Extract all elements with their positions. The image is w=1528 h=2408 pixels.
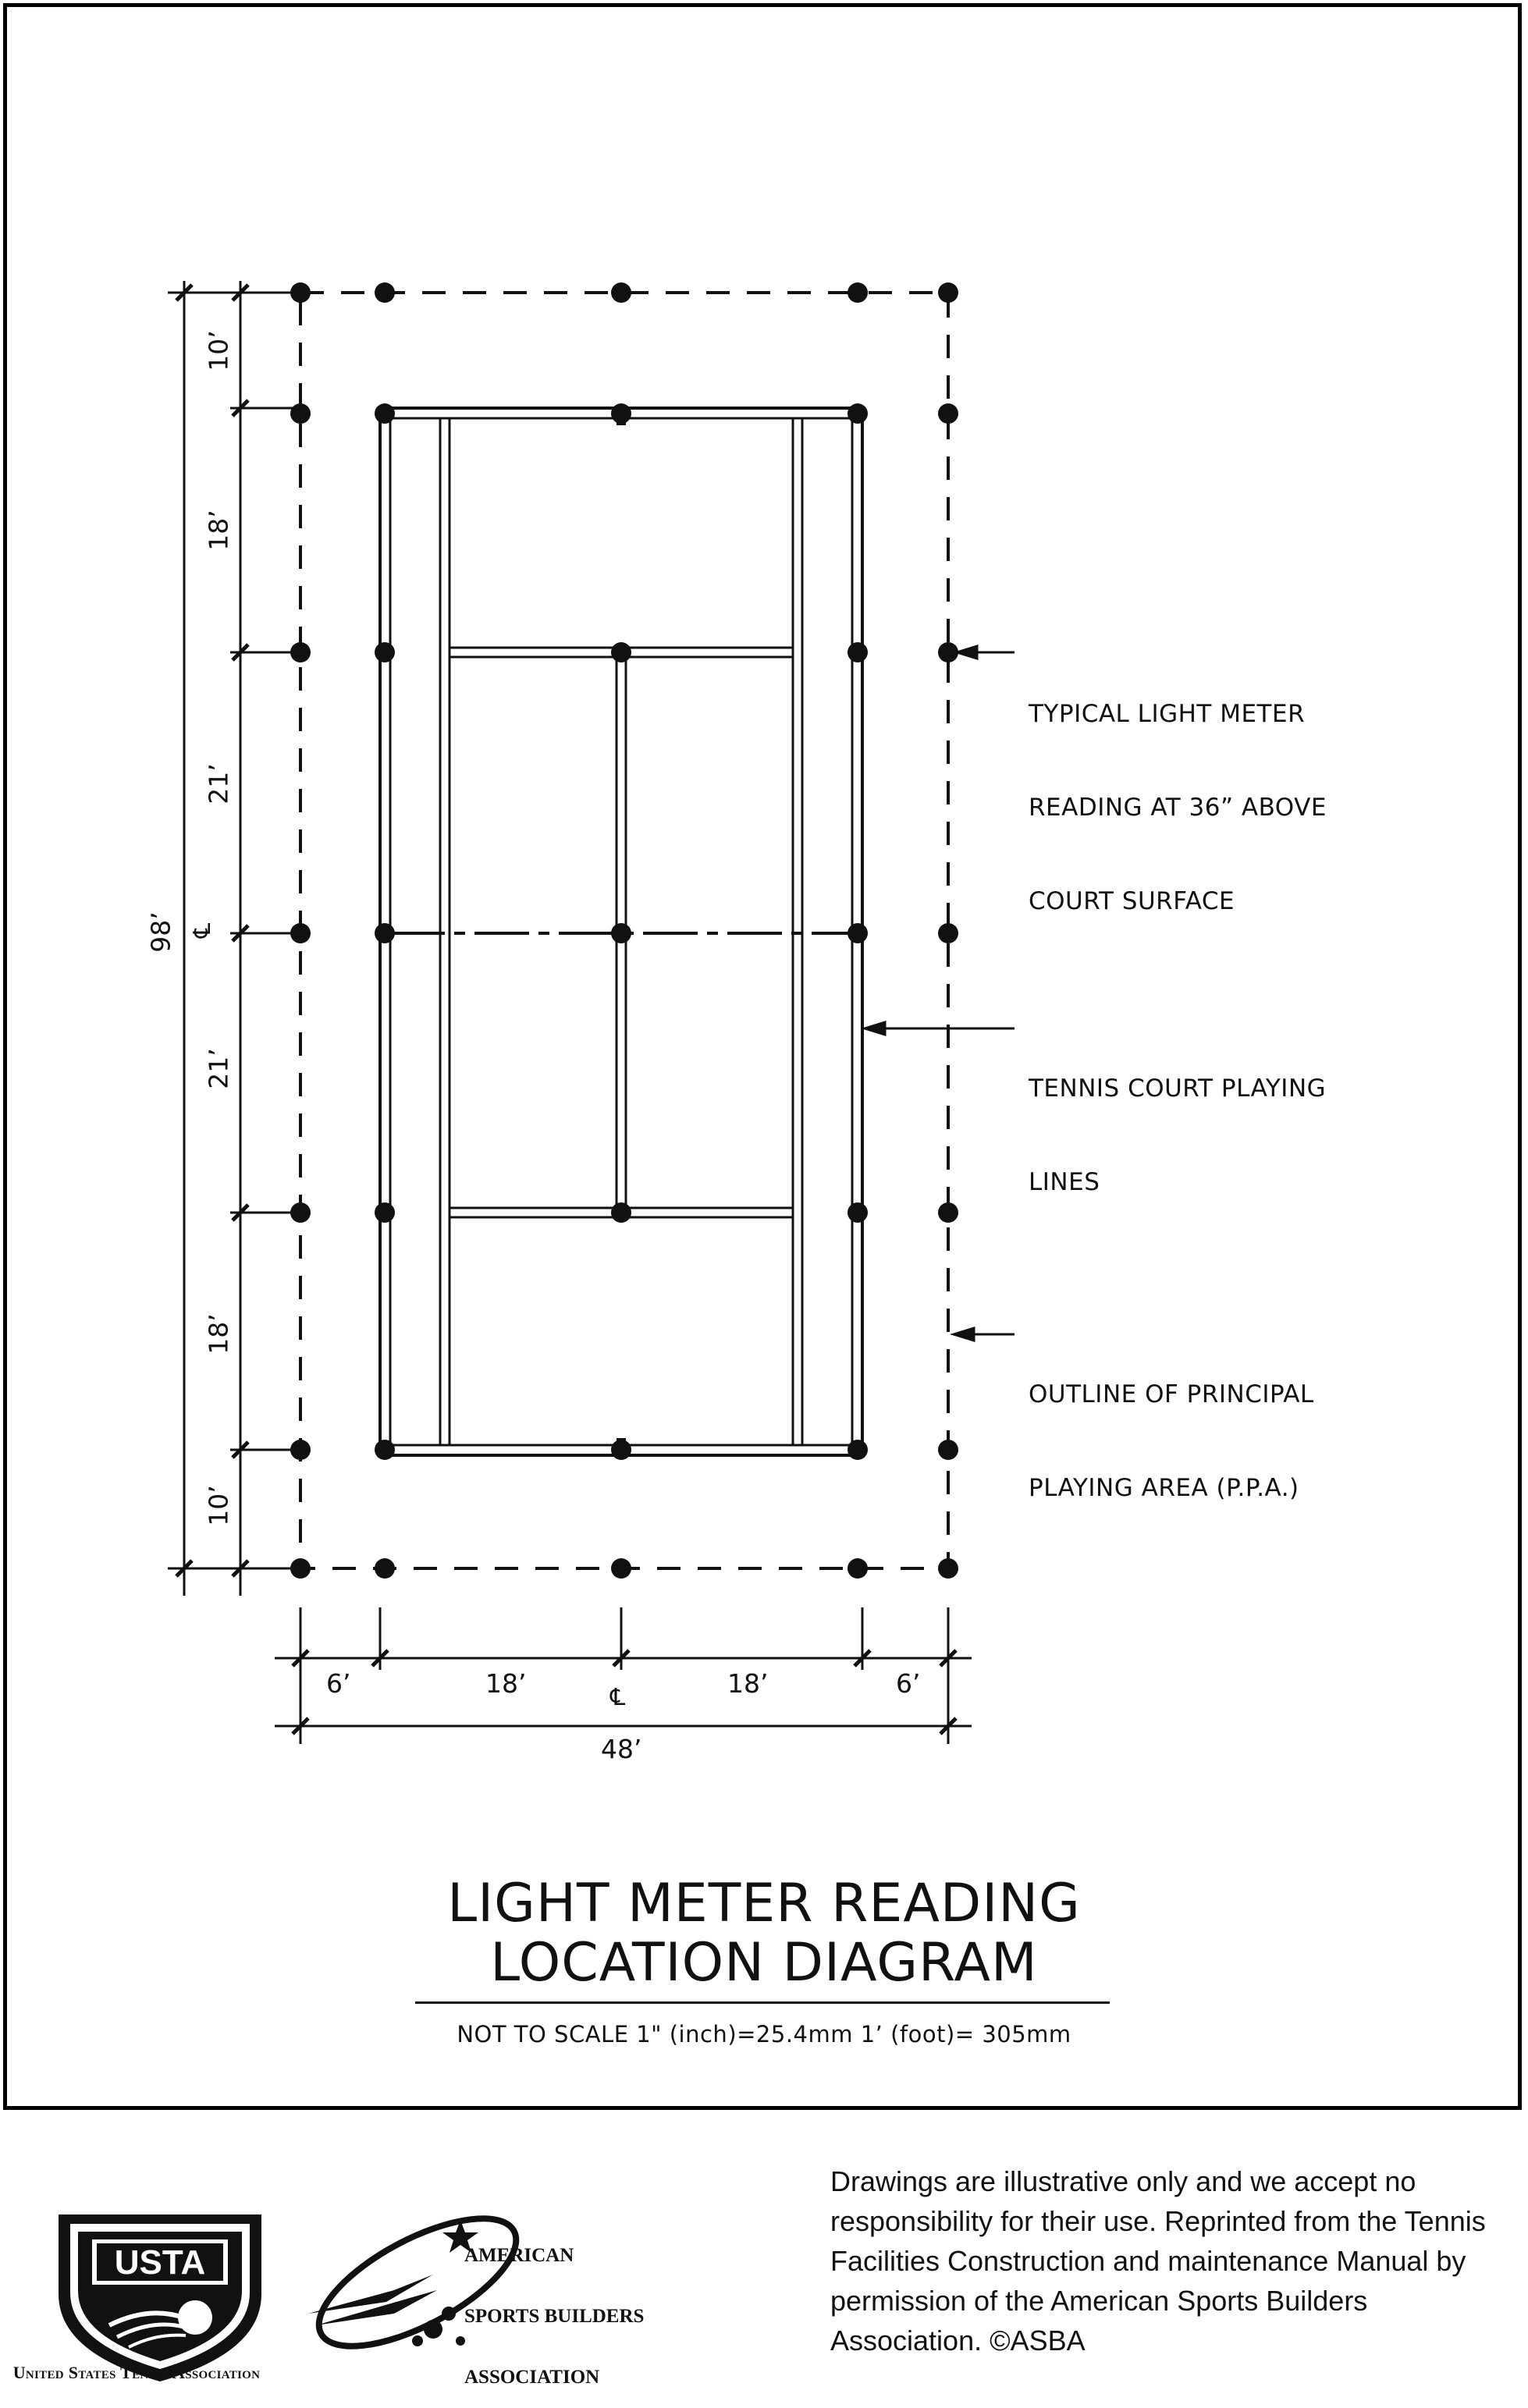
dim-label: 18’ (485, 1668, 527, 1699)
light-meter-point (290, 403, 311, 424)
dim-label: 18’ (203, 510, 234, 551)
light-meter-point (375, 1440, 395, 1460)
annotation-playing-lines (1029, 1010, 1326, 1229)
diagram-title-line-1: LIGHT METER READING (447, 1873, 1081, 1934)
light-meter-point (848, 642, 868, 662)
annotation-line: READING AT 36” ABOVE (1029, 794, 1327, 822)
vertical-dimension (168, 281, 297, 1596)
asba-wordmark (464, 2205, 644, 2408)
light-meter-point (611, 642, 631, 662)
light-meter-point (611, 1202, 631, 1223)
annotation-line: LINES (1029, 1168, 1100, 1196)
dim-label: 21’ (203, 1048, 234, 1089)
dim-label: 6’ (326, 1668, 351, 1699)
annotation-light-meter (1029, 636, 1327, 948)
dim-label: 18’ (203, 1313, 234, 1355)
light-meter-point (848, 1202, 868, 1223)
annotation-line: PLAYING AREA (P.P.A.) (1029, 1474, 1299, 1502)
light-meter-point (611, 282, 631, 303)
light-meter-point (375, 642, 395, 662)
horizontal-dimension (275, 1607, 972, 1744)
light-meter-point (611, 1558, 631, 1579)
dim-total-vertical: 98’ (145, 911, 176, 953)
light-meter-point (848, 1558, 868, 1579)
light-meter-point (375, 403, 395, 424)
light-meter-point (848, 1440, 868, 1460)
centerline-symbol: ℄ (189, 922, 217, 939)
annotation-line: COURT SURFACE (1029, 887, 1235, 915)
annotation-ppa (1029, 1316, 1314, 1535)
light-meter-point (611, 403, 631, 424)
light-meter-point (611, 923, 631, 943)
light-meter-point (848, 923, 868, 943)
annotation-line: TYPICAL LIGHT METER (1029, 700, 1306, 728)
scale-note: NOT TO SCALE 1" (inch)=25.4mm 1’ (foot)= 305mm (457, 2021, 1071, 2048)
asba-line: AMERICAN (464, 2245, 574, 2266)
dim-total-horizontal: 48’ (601, 1734, 642, 1764)
usta-mark: USTA (114, 2243, 206, 2282)
light-meter-point (938, 1558, 958, 1579)
leader-arrows (865, 646, 1015, 1341)
annotation-line: OUTLINE OF PRINCIPAL (1029, 1380, 1314, 1408)
light-meter-point (848, 403, 868, 424)
title-underline (415, 2001, 1110, 2004)
dim-label: 6’ (896, 1668, 921, 1699)
dim-label: 18’ (727, 1668, 769, 1699)
dim-label: 10’ (203, 330, 234, 371)
centerline-symbol: ℄ (610, 1684, 626, 1711)
light-meter-point (611, 1440, 631, 1460)
dim-label: 10’ (203, 1485, 234, 1526)
usta-caption: United States Tennis Association (12, 2363, 261, 2382)
light-meter-point (375, 1558, 395, 1579)
usta-logo (55, 2208, 265, 2388)
light-meter-point (938, 282, 958, 303)
light-meter-point (375, 923, 395, 943)
light-meter-point (938, 923, 958, 943)
light-meter-point (938, 403, 958, 424)
dim-label: 21’ (203, 763, 234, 804)
annotation-line: TENNIS COURT PLAYING (1029, 1074, 1327, 1103)
asba-line: ASSOCIATION (464, 2367, 600, 2388)
asba-line: SPORTS BUILDERS (464, 2306, 645, 2327)
light-meter-point (938, 1440, 958, 1460)
light-meter-point (375, 1202, 395, 1223)
light-meter-point (375, 282, 395, 303)
light-meter-point (848, 282, 868, 303)
light-meter-point (938, 1202, 958, 1223)
diagram-title-line-2: LOCATION DIAGRAM (490, 1932, 1038, 1994)
disclaimer-text: Drawings are illustrative only and we accept no responsibility for their use. Reprinted from the Tennis Facilities Construction and maintenance Manual by permission of the American Sports Builders Association. ©ASBA (830, 2165, 1486, 2357)
